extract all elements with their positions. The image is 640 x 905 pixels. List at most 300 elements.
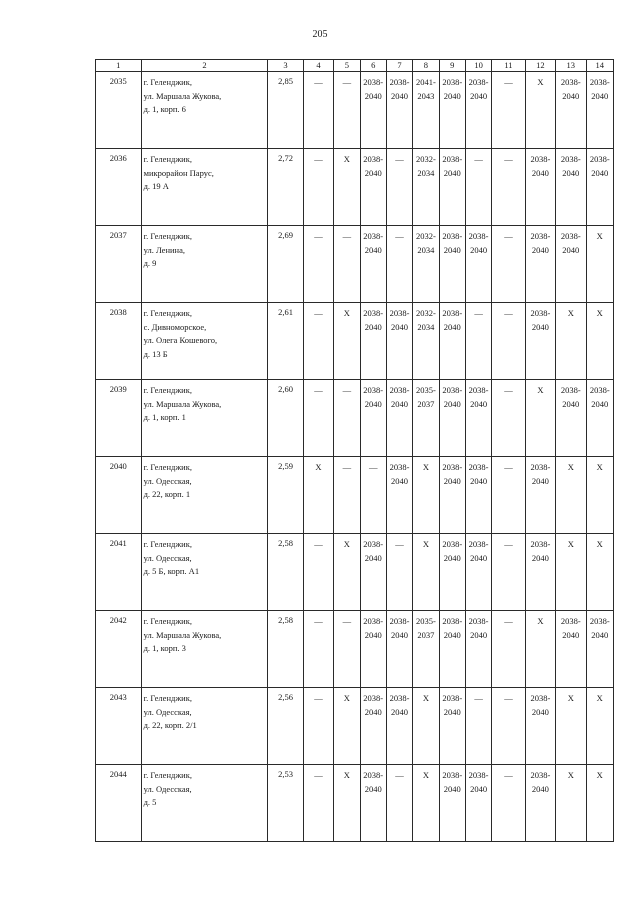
period-cell [492, 226, 525, 303]
period-value: Х [422, 693, 429, 703]
address-line: д. 1, корп. 3 [143, 643, 186, 653]
period-value: — [474, 308, 483, 318]
period-value: — [395, 231, 404, 241]
address-cell [141, 226, 268, 303]
period-value: 2038- [442, 385, 463, 395]
period-value: 2038- [530, 693, 551, 703]
address-line: д. 22, корп. 2/1 [143, 720, 197, 730]
period-value: — [504, 539, 513, 549]
period-cell [439, 303, 465, 380]
period-value: 2040 [443, 90, 461, 101]
row-number: 2040 [96, 457, 142, 534]
address-line: ул. Одесская, [143, 475, 192, 486]
period-value: Х [343, 308, 350, 318]
period-value: 2040 [531, 475, 549, 486]
period-cell [556, 765, 586, 842]
period-cell [556, 149, 586, 226]
score-cell: 2,58 [268, 611, 303, 688]
period-value: 2040 [531, 167, 549, 178]
period-value: 2040 [364, 244, 382, 255]
period-cell [586, 534, 614, 611]
period-value: Х [596, 693, 603, 703]
period-value: Х [422, 462, 429, 472]
period-value: 2038- [442, 308, 463, 318]
address-line: ул. Маршала Жукова, [143, 629, 222, 640]
period-value: 2040 [591, 167, 609, 178]
address-line: г. Геленджик, [143, 231, 192, 241]
period-value: 2040 [562, 629, 580, 640]
page-number: 205 [312, 29, 328, 40]
period-value: 2038- [560, 77, 581, 87]
address-line: ул. Маршала Жукова, [143, 398, 222, 409]
period-value: 2038- [442, 693, 463, 703]
period-value: — [368, 462, 378, 472]
period-cell [439, 611, 465, 688]
period-value: 2040 [364, 629, 382, 640]
period-value: 2038- [442, 154, 463, 164]
period-cell [556, 380, 586, 457]
period-value: 2038- [468, 385, 489, 395]
period-cell [586, 765, 614, 842]
period-value: 2038- [468, 462, 489, 472]
period-value: 2040 [470, 475, 488, 486]
period-cell [556, 688, 586, 765]
address-line: г. Геленджик, [143, 770, 192, 780]
period-cell [303, 226, 333, 303]
period-value: 2038- [363, 539, 384, 549]
period-value: — [504, 154, 513, 164]
period-value: 2035- [415, 616, 436, 626]
period-cell [360, 226, 386, 303]
period-value: — [342, 462, 352, 472]
period-value: Х [596, 462, 603, 472]
period-value: Х [596, 308, 603, 318]
column-header: 14 [586, 60, 614, 72]
period-value: 2032- [415, 154, 436, 164]
address-line: д. 19 А [143, 181, 169, 191]
address-line: г. Геленджик, [143, 462, 192, 472]
period-cell [525, 534, 555, 611]
period-cell [413, 226, 439, 303]
period-value: — [504, 462, 513, 472]
period-value: Х [422, 539, 429, 549]
period-value: — [504, 308, 513, 318]
period-value: Х [315, 462, 322, 472]
period-cell [386, 72, 412, 149]
period-value: 2040 [443, 552, 461, 563]
period-cell [586, 380, 614, 457]
period-cell [360, 72, 386, 149]
period-value: 2040 [443, 629, 461, 640]
period-value: 2038- [442, 770, 463, 780]
period-cell [303, 72, 333, 149]
period-cell [413, 303, 439, 380]
address-line: ул. Одесская, [143, 706, 192, 717]
period-value: 2038- [363, 616, 384, 626]
period-value: 2038- [468, 770, 489, 780]
period-value: 2040 [364, 706, 382, 717]
period-value: Х [567, 539, 574, 549]
period-value: Х [596, 231, 603, 241]
row-number: 2044 [96, 765, 142, 842]
period-cell [492, 457, 525, 534]
period-value: — [314, 231, 323, 241]
period-cell [386, 611, 412, 688]
period-cell [556, 72, 586, 149]
period-value: — [504, 616, 513, 626]
period-value: 2038- [560, 154, 581, 164]
period-cell [334, 457, 360, 534]
period-value: 2038- [389, 385, 410, 395]
period-value: — [342, 616, 352, 626]
period-cell [525, 303, 555, 380]
period-value: 2038- [363, 693, 384, 703]
period-cell [413, 457, 439, 534]
period-cell [360, 149, 386, 226]
column-header: 2 [141, 60, 268, 72]
period-value: 2040 [443, 321, 461, 332]
table-row [96, 72, 614, 149]
period-value: Х [567, 693, 574, 703]
score-cell: 2,53 [268, 765, 303, 842]
period-cell [360, 688, 386, 765]
address-line: г. Геленджик, [143, 308, 192, 318]
period-value: — [504, 77, 513, 87]
period-cell [465, 611, 491, 688]
period-value: 2038- [363, 385, 384, 395]
period-value: 2038- [468, 77, 489, 87]
score-cell: 2,72 [268, 149, 303, 226]
score-cell: 2,61 [268, 303, 303, 380]
row-number: 2041 [96, 534, 142, 611]
period-value: 2038- [442, 616, 463, 626]
row-number: 2039 [96, 380, 142, 457]
address-cell [141, 149, 268, 226]
period-cell [525, 688, 555, 765]
period-value: 2032- [415, 308, 436, 318]
address-line: ул. Ленина, [143, 244, 186, 255]
period-value: 2040 [364, 321, 382, 332]
period-value: 2038- [363, 77, 384, 87]
period-value: — [504, 231, 513, 241]
row-number: 2042 [96, 611, 142, 688]
period-cell [303, 149, 333, 226]
period-value: 2040 [531, 244, 549, 255]
period-cell [360, 534, 386, 611]
period-cell [439, 226, 465, 303]
period-cell [525, 149, 555, 226]
row-number: 2036 [96, 149, 142, 226]
column-header: 4 [303, 60, 333, 72]
score-cell: 2,60 [268, 380, 303, 457]
period-cell [465, 303, 491, 380]
period-cell [386, 226, 412, 303]
period-value: — [504, 385, 513, 395]
period-value: 2038- [389, 616, 410, 626]
period-value: 2040 [531, 783, 549, 794]
period-value: 2038- [530, 231, 551, 241]
period-value: 2040 [443, 167, 461, 178]
period-cell [492, 149, 525, 226]
period-value: 2040 [443, 475, 461, 486]
period-value: 2038- [363, 308, 384, 318]
period-value: 2040 [470, 629, 488, 640]
period-cell [303, 688, 333, 765]
period-cell [303, 380, 333, 457]
period-value: 2040 [391, 706, 409, 717]
period-cell [303, 457, 333, 534]
address-cell [141, 72, 268, 149]
period-value: 2040 [531, 321, 549, 332]
address-line: ул. Маршала Жукова, [143, 90, 222, 101]
period-value: 2040 [562, 167, 580, 178]
period-value: 2038- [530, 154, 551, 164]
period-cell [556, 226, 586, 303]
period-cell [334, 534, 360, 611]
period-cell [586, 611, 614, 688]
period-cell [386, 534, 412, 611]
column-header: 10 [465, 60, 491, 72]
period-cell [413, 72, 439, 149]
score-cell: 2,69 [268, 226, 303, 303]
address-line: д. 1, корп. 1 [143, 412, 186, 422]
table-header-row [96, 60, 614, 72]
period-cell [556, 457, 586, 534]
score-cell: 2,58 [268, 534, 303, 611]
period-cell [465, 765, 491, 842]
period-value: 2043 [417, 90, 435, 101]
period-value: 2032- [415, 231, 436, 241]
column-header: 11 [492, 60, 525, 72]
table-row [96, 534, 614, 611]
period-cell [586, 72, 614, 149]
period-cell [525, 226, 555, 303]
column-header: 6 [360, 60, 386, 72]
column-header: 13 [556, 60, 586, 72]
period-value: 2034 [417, 321, 435, 332]
period-cell [439, 765, 465, 842]
column-header: 7 [386, 60, 412, 72]
address-line: г. Геленджик, [143, 693, 192, 703]
period-value: Х [537, 385, 544, 395]
period-cell [386, 149, 412, 226]
table-row [96, 226, 614, 303]
period-cell [586, 457, 614, 534]
period-value: 2038- [389, 462, 410, 472]
period-value: 2037 [417, 398, 435, 409]
address-line: ул. Олега Кошевого, [143, 335, 218, 345]
period-value: 2040 [562, 244, 580, 255]
period-value: 2038- [530, 308, 551, 318]
period-value: 2038- [589, 77, 610, 87]
period-value: 2040 [591, 398, 609, 409]
period-value: — [314, 616, 323, 626]
period-value: 2038- [442, 539, 463, 549]
period-cell [360, 765, 386, 842]
period-cell [413, 149, 439, 226]
period-value: 2040 [470, 552, 488, 563]
period-cell [413, 611, 439, 688]
period-value: 2038- [442, 231, 463, 241]
period-cell [492, 72, 525, 149]
row-number: 2038 [96, 303, 142, 380]
period-value: 2040 [443, 398, 461, 409]
period-value: 2040 [391, 475, 409, 486]
period-value: 2038- [560, 385, 581, 395]
period-cell [413, 688, 439, 765]
period-cell [386, 765, 412, 842]
period-cell [303, 611, 333, 688]
address-line: д. 22, корп. 1 [143, 489, 191, 499]
period-value: 2040 [364, 552, 382, 563]
period-value: — [314, 693, 323, 703]
period-value: 2038- [442, 462, 463, 472]
period-value: 2038- [442, 77, 463, 87]
period-value: 2038- [560, 616, 581, 626]
period-value: 2040 [391, 629, 409, 640]
period-cell [386, 380, 412, 457]
period-value: 2040 [470, 398, 488, 409]
period-value: 2038- [468, 616, 489, 626]
period-cell [360, 457, 386, 534]
period-value: — [395, 770, 404, 780]
period-value: — [314, 385, 323, 395]
period-value: Х [343, 154, 350, 164]
address-line: г. Геленджик, [143, 385, 192, 395]
period-cell [334, 226, 360, 303]
period-value: 2040 [364, 783, 382, 794]
address-line: г. Геленджик, [143, 77, 192, 87]
period-cell [492, 765, 525, 842]
period-cell [465, 72, 491, 149]
period-cell [303, 534, 333, 611]
period-value: 2038- [363, 154, 384, 164]
period-cell [386, 303, 412, 380]
period-cell [525, 611, 555, 688]
period-cell [586, 226, 614, 303]
period-cell [386, 688, 412, 765]
table-row [96, 611, 614, 688]
period-cell [439, 72, 465, 149]
period-value: 2038- [389, 308, 410, 318]
period-cell [360, 611, 386, 688]
period-cell [525, 765, 555, 842]
period-cell [525, 380, 555, 457]
period-value: Х [567, 770, 574, 780]
column-header: 5 [334, 60, 360, 72]
period-value: Х [567, 308, 574, 318]
table-row [96, 303, 614, 380]
period-value: — [342, 77, 352, 87]
register-table [95, 59, 614, 842]
table-row [96, 149, 614, 226]
address-cell [141, 765, 268, 842]
period-cell [525, 72, 555, 149]
column-header: 1 [96, 60, 142, 72]
period-cell [586, 149, 614, 226]
period-cell [439, 688, 465, 765]
period-value: — [314, 154, 323, 164]
address-line: г. Геленджик, [143, 616, 192, 626]
period-cell [492, 534, 525, 611]
address-line: д. 5 [143, 797, 157, 807]
address-line: ул. Одесская, [143, 783, 192, 794]
period-value: Х [567, 462, 574, 472]
period-value: — [474, 693, 483, 703]
period-cell [465, 688, 491, 765]
period-value: 2034 [417, 167, 435, 178]
column-header: 9 [439, 60, 465, 72]
period-cell [492, 611, 525, 688]
period-value: — [314, 770, 323, 780]
period-value: 2040 [470, 244, 488, 255]
period-cell [556, 534, 586, 611]
period-value: 2040 [562, 90, 580, 101]
column-header: 3 [268, 60, 303, 72]
period-value: 2040 [391, 90, 409, 101]
period-value: 2040 [470, 90, 488, 101]
period-cell [492, 380, 525, 457]
period-value: Х [343, 770, 350, 780]
address-line: д. 13 Б [143, 348, 168, 359]
address-line: ул. Одесская, [143, 552, 192, 563]
period-value: Х [343, 693, 350, 703]
period-cell [556, 611, 586, 688]
period-value: 2040 [470, 783, 488, 794]
period-cell [492, 688, 525, 765]
period-cell [360, 380, 386, 457]
period-cell [586, 303, 614, 380]
address-cell [141, 303, 268, 380]
period-cell [556, 303, 586, 380]
score-cell: 2,59 [268, 457, 303, 534]
period-cell [334, 765, 360, 842]
period-value: 2037 [417, 629, 435, 640]
row-number: 2035 [96, 72, 142, 149]
period-cell [465, 534, 491, 611]
period-value: 2034 [417, 244, 435, 255]
score-cell: 2,56 [268, 688, 303, 765]
period-value: Х [343, 539, 350, 549]
period-value: Х [422, 770, 429, 780]
row-number: 2043 [96, 688, 142, 765]
period-value: 2038- [530, 462, 551, 472]
period-value: 2041- [415, 77, 436, 87]
address-line: с. Дивноморское, [143, 321, 207, 332]
period-value: 2040 [531, 552, 549, 563]
period-value: 2040 [443, 244, 461, 255]
period-value: 2038- [589, 385, 610, 395]
period-value: — [314, 539, 323, 549]
period-cell [465, 149, 491, 226]
period-value: Х [596, 539, 603, 549]
address-cell [141, 611, 268, 688]
period-cell [439, 457, 465, 534]
table-row [96, 688, 614, 765]
period-value: 2038- [389, 693, 410, 703]
period-value: 2040 [443, 706, 461, 717]
period-value: 2035- [415, 385, 436, 395]
address-cell [141, 380, 268, 457]
period-cell [525, 457, 555, 534]
period-value: Х [537, 616, 544, 626]
address-line: микрорайон Парус, [143, 167, 214, 178]
period-cell [465, 380, 491, 457]
period-cell [334, 380, 360, 457]
period-cell [386, 457, 412, 534]
period-value: Х [596, 770, 603, 780]
column-header: 12 [525, 60, 555, 72]
